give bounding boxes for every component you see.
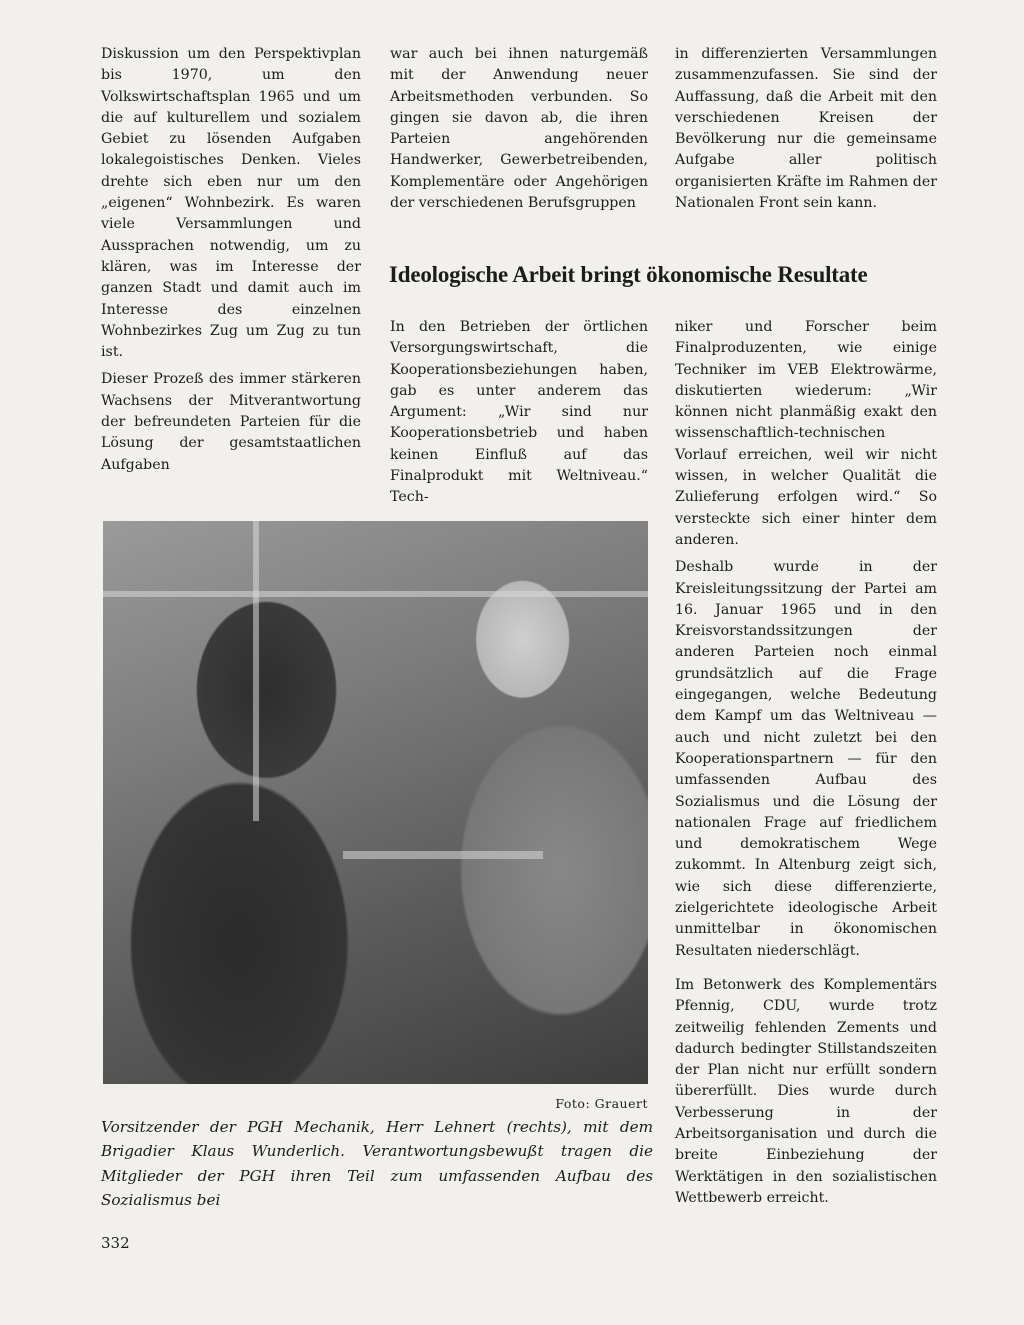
paragraph: niker und Forscher beim Finalproduzenten, wie einige Techniker im VEB Elektrowärme, diskutierten wiederum: „Wir können nicht planmäßig exakt den wissenschaftlich-technischen Vorlauf erreichen, weil wir nicht wissen, in welcher Qualität die Zulieferung erfolgen wird.“ So versteckte sich einer hinter dem anderen. [675,319,937,548]
column-3-top-text [675,44,937,214]
paragraph: Dieser Prozeß des immer stärkeren Wachsens der Mitverantwortung der befreundeten Parteien für die Lösung der gesamtstaatlichen Aufgaben [101,371,361,473]
column-3-section-text [675,317,937,962]
photo-caption: Vorsitzender der PGH Mechanik, Herr Lehnert (rechts), mit dem Brigadier Klaus Wunderlich. Verantwortungsbewußt tragen die Mitglieder der PGH ihren Teil zum umfassenden Aufbau des Sozialismus bei [101,1118,653,1209]
paragraph: Im Betonwerk des Komplementärs Pfennig, CDU, wurde trotz zeitweilig fehlenden Zements und dadurch bedingter Stillstandszeiten der Plan nicht nur erfüllt sondern übererfüllt. Dies wurde durch Verbesserung in der Arbeitsorganisation und durch die breite Einbeziehung der Werktätigen in den sozialistischen Wettbewerb erreicht. [675,977,937,1206]
paragraph: Diskussion um den Perspektivplan bis 1970, um den Volkswirtschaftsplan 1965 und um die auf kulturellem und sozialem Gebiet zu lösenden Aufgaben lokalegoistisches Denken. Vieles drehte sich eben nur um den „eigenen“ Wohnbezirk. Es waren viele Versammlungen und Aussprachen notwendig, um zu klären, was im Interesse der ganzen Stadt und damit auch im Interesse des einzelnen Wohnbezirkes Zug um Zug zu tun ist. [101,46,361,361]
column-2-section-text [390,317,648,509]
page-number: 332 [101,1234,130,1252]
paragraph: Deshalb wurde in der Kreisleitungssitzung der Partei am 16. Januar 1965 und in den Kreisvorstandssitzungen der anderen Parteien noch einmal grundsätzlich auf die Frage eingegangen, welche Bedeutung dem Kampf um das Weltniveau — auch und nicht zuletzt bei den Kooperationspartnern — für den umfassenden Aufbau des Sozialismus und die Lösung der nationalen Frage auf friedlichem und demokratischem Wege zukommt. In Altenburg zeigt sich, wie sich diese differenzierte, zielgerichtete ideologische Arbeit unmittelbar in ökonomischen Resultaten niederschlägt. [675,559,937,959]
column-2-top-text [390,44,648,214]
section-heading: Ideologische Arbeit bringt ökonomische Resultate [389,262,868,287]
photograph-two-men [103,521,648,1084]
paragraph: in differenzierten Versammlungen zusammenzufassen. Sie sind der Auffassung, daß die Arbeit mit den verschiedenen Kreisen der Bevölkerung nur die gemeinsame Aufgabe aller politisch organisierten Kräfte im Rahmen der Nationalen Front sein kann. [675,46,937,212]
column-3-bottom-text [675,975,937,1209]
column-1-top-text [101,44,361,476]
photo-credit: Foto: Grauert [555,1096,648,1111]
paragraph: In den Betrieben der örtlichen Versorgungswirtschaft, die Kooperationsbeziehungen haben, gab es unter anderem das Argument: „Wir sind nur Kooperationsbetrieb und haben keinen Einfluß auf das Finalprodukt mit Weltniveau.“ Tech- [390,319,648,506]
paragraph: war auch bei ihnen naturgemäß mit der Anwendung neuer Arbeitsmethoden verbunden. So gingen sie davon ab, die ihren Parteien angehörenden Handwerker, Gewerbetreibenden, Komplementäre oder Angehörigen der verschiedenen Berufsgruppen [390,46,648,212]
